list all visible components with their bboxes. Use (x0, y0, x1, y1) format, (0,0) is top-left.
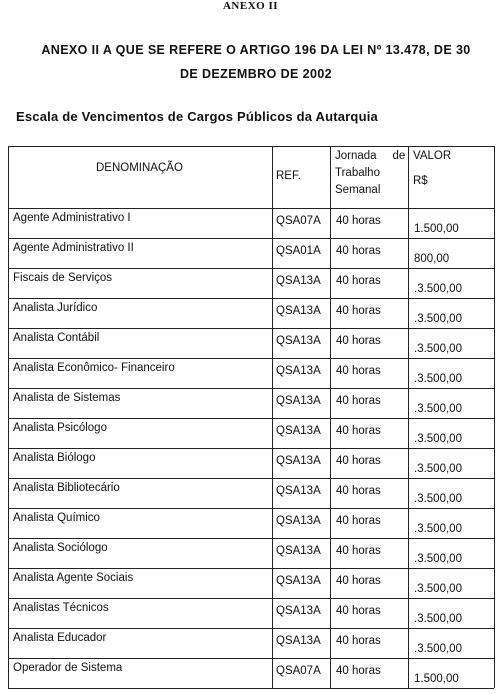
header-valor-line-2: R$ (413, 175, 428, 187)
table-row-border (8, 628, 494, 629)
heading-line-2: DE DEZEMBRO DE 2002 (179, 67, 333, 81)
cell-valor: .3.500,00 (414, 493, 462, 505)
cell-jornada: 40 horas (336, 245, 381, 257)
table-row-border (8, 388, 494, 389)
cell-ref: QSA13A (276, 455, 321, 467)
cell-jornada: 40 horas (336, 545, 381, 557)
cell-denominacao: Analistas Técnicos (13, 602, 109, 614)
cell-denominacao: Analista Econômico- Financeiro (13, 362, 175, 374)
cell-valor: .3.500,00 (414, 343, 462, 355)
cell-jornada: 40 horas (336, 455, 381, 467)
cell-ref: QSA13A (276, 335, 321, 347)
cell-valor: .3.500,00 (414, 643, 462, 655)
cell-denominacao: Fiscais de Serviços (13, 272, 113, 284)
cell-ref: QSA13A (276, 365, 321, 377)
table-column-border (8, 146, 9, 688)
salary-table (8, 146, 495, 694)
table-row-border (8, 448, 494, 449)
header-ref: REF. (276, 170, 301, 182)
cell-jornada: 40 horas (336, 425, 381, 437)
cell-valor: .3.500,00 (414, 313, 462, 325)
cell-valor: .3.500,00 (414, 373, 462, 385)
cell-denominacao: Agente Administrativo II (13, 242, 134, 254)
cell-denominacao: Analista Sociólogo (13, 542, 108, 554)
cell-ref: QSA13A (276, 395, 321, 407)
cell-valor: .3.500,00 (414, 553, 462, 565)
cell-jornada: 40 horas (336, 665, 381, 677)
cell-denominacao: Analista Psicólogo (13, 422, 107, 434)
cell-ref: QSA13A (276, 425, 321, 437)
cell-ref: QSA13A (276, 305, 321, 317)
cell-denominacao: Agente Administrativo I (13, 212, 131, 224)
table-row-border (8, 268, 494, 269)
cell-jornada: 40 horas (336, 605, 381, 617)
table-row-border (8, 568, 494, 569)
cell-valor: 1.500,00 (414, 673, 459, 685)
cell-valor: .3.500,00 (414, 523, 462, 535)
cell-denominacao: Analista Bibliotecário (13, 482, 120, 494)
cell-denominacao: Analista Jurídico (13, 302, 98, 314)
cell-valor: 1.500,00 (414, 223, 459, 235)
cell-jornada: 40 horas (336, 485, 381, 497)
cell-denominacao: Analista Agente Sociais (13, 572, 134, 584)
document-heading (18, 38, 494, 86)
cell-valor: .3.500,00 (414, 613, 462, 625)
cell-jornada: 40 horas (336, 305, 381, 317)
header-valor-line-1: VALOR (413, 150, 452, 162)
cell-jornada: 40 horas (336, 515, 381, 527)
table-column-border (330, 146, 331, 688)
cell-jornada: 40 horas (336, 215, 381, 227)
table-subtitle: Escala de Vencimentos de Cargos Públicos da Autarquia (16, 109, 378, 124)
table-column-border (494, 146, 495, 688)
annex-label: ANEXO II (222, 0, 279, 12)
header-valor (413, 148, 451, 190)
cell-valor: .3.500,00 (414, 403, 462, 415)
cell-jornada: 40 horas (336, 365, 381, 377)
cell-ref: QSA13A (276, 575, 321, 587)
cell-denominacao: Analista Químico (13, 512, 100, 524)
table-row-border (8, 478, 494, 479)
cell-valor: .3.500,00 (414, 433, 462, 445)
table-row-border (8, 298, 494, 299)
cell-denominacao: Analista Educador (13, 632, 107, 644)
cell-jornada: 40 horas (336, 275, 381, 287)
cell-jornada: 40 horas (336, 395, 381, 407)
table-row-border (8, 418, 494, 419)
cell-valor: .3.500,00 (414, 283, 462, 295)
cell-jornada: 40 horas (336, 575, 381, 587)
table-row-border (8, 688, 494, 689)
cell-denominacao: Operador de Sistema (13, 662, 123, 674)
cell-valor: 800,00 (414, 253, 450, 265)
cell-valor: .3.500,00 (414, 583, 462, 595)
table-row-border (8, 328, 494, 329)
cell-ref: QSA13A (276, 485, 321, 497)
cell-denominacao: Analista Biólogo (13, 452, 96, 464)
table-top-border (8, 146, 494, 147)
table-row-border (8, 598, 494, 599)
cell-denominacao: Analista de Sistemas (13, 392, 121, 404)
header-jornada-line-3: Semanal (335, 184, 381, 196)
header-jornada-line-1: Jornada de (335, 150, 406, 162)
cell-ref: QSA13A (276, 515, 321, 527)
cell-denominacao: Analista Contábil (13, 332, 100, 344)
cell-jornada: 40 horas (336, 335, 381, 347)
header-jornada (335, 148, 405, 199)
header-jornada-line-2: Trabalho (335, 167, 380, 179)
table-row-border (8, 358, 494, 359)
table-column-border (272, 146, 273, 688)
table-column-border (408, 146, 409, 688)
table-row-border (8, 508, 494, 509)
table-row-border (8, 658, 494, 659)
cell-ref: QSA01A (276, 245, 321, 257)
table-row-border (8, 238, 494, 239)
cell-valor: .3.500,00 (414, 463, 462, 475)
table-row-border (8, 538, 494, 539)
cell-ref: QSA07A (276, 665, 321, 677)
cell-jornada: 40 horas (336, 635, 381, 647)
header-denominacao: DENOMINAÇÃO (96, 162, 183, 174)
table-header-border (8, 208, 494, 209)
cell-ref: QSA07A (276, 215, 321, 227)
heading-line-1: ANEXO II A QUE SE REFERE O ARTIGO 196 DA LEI Nº 13.478, DE 30 (41, 43, 471, 57)
cell-ref: QSA13A (276, 545, 321, 557)
cell-ref: QSA13A (276, 635, 321, 647)
cell-ref: QSA13A (276, 275, 321, 287)
cell-ref: QSA13A (276, 605, 321, 617)
